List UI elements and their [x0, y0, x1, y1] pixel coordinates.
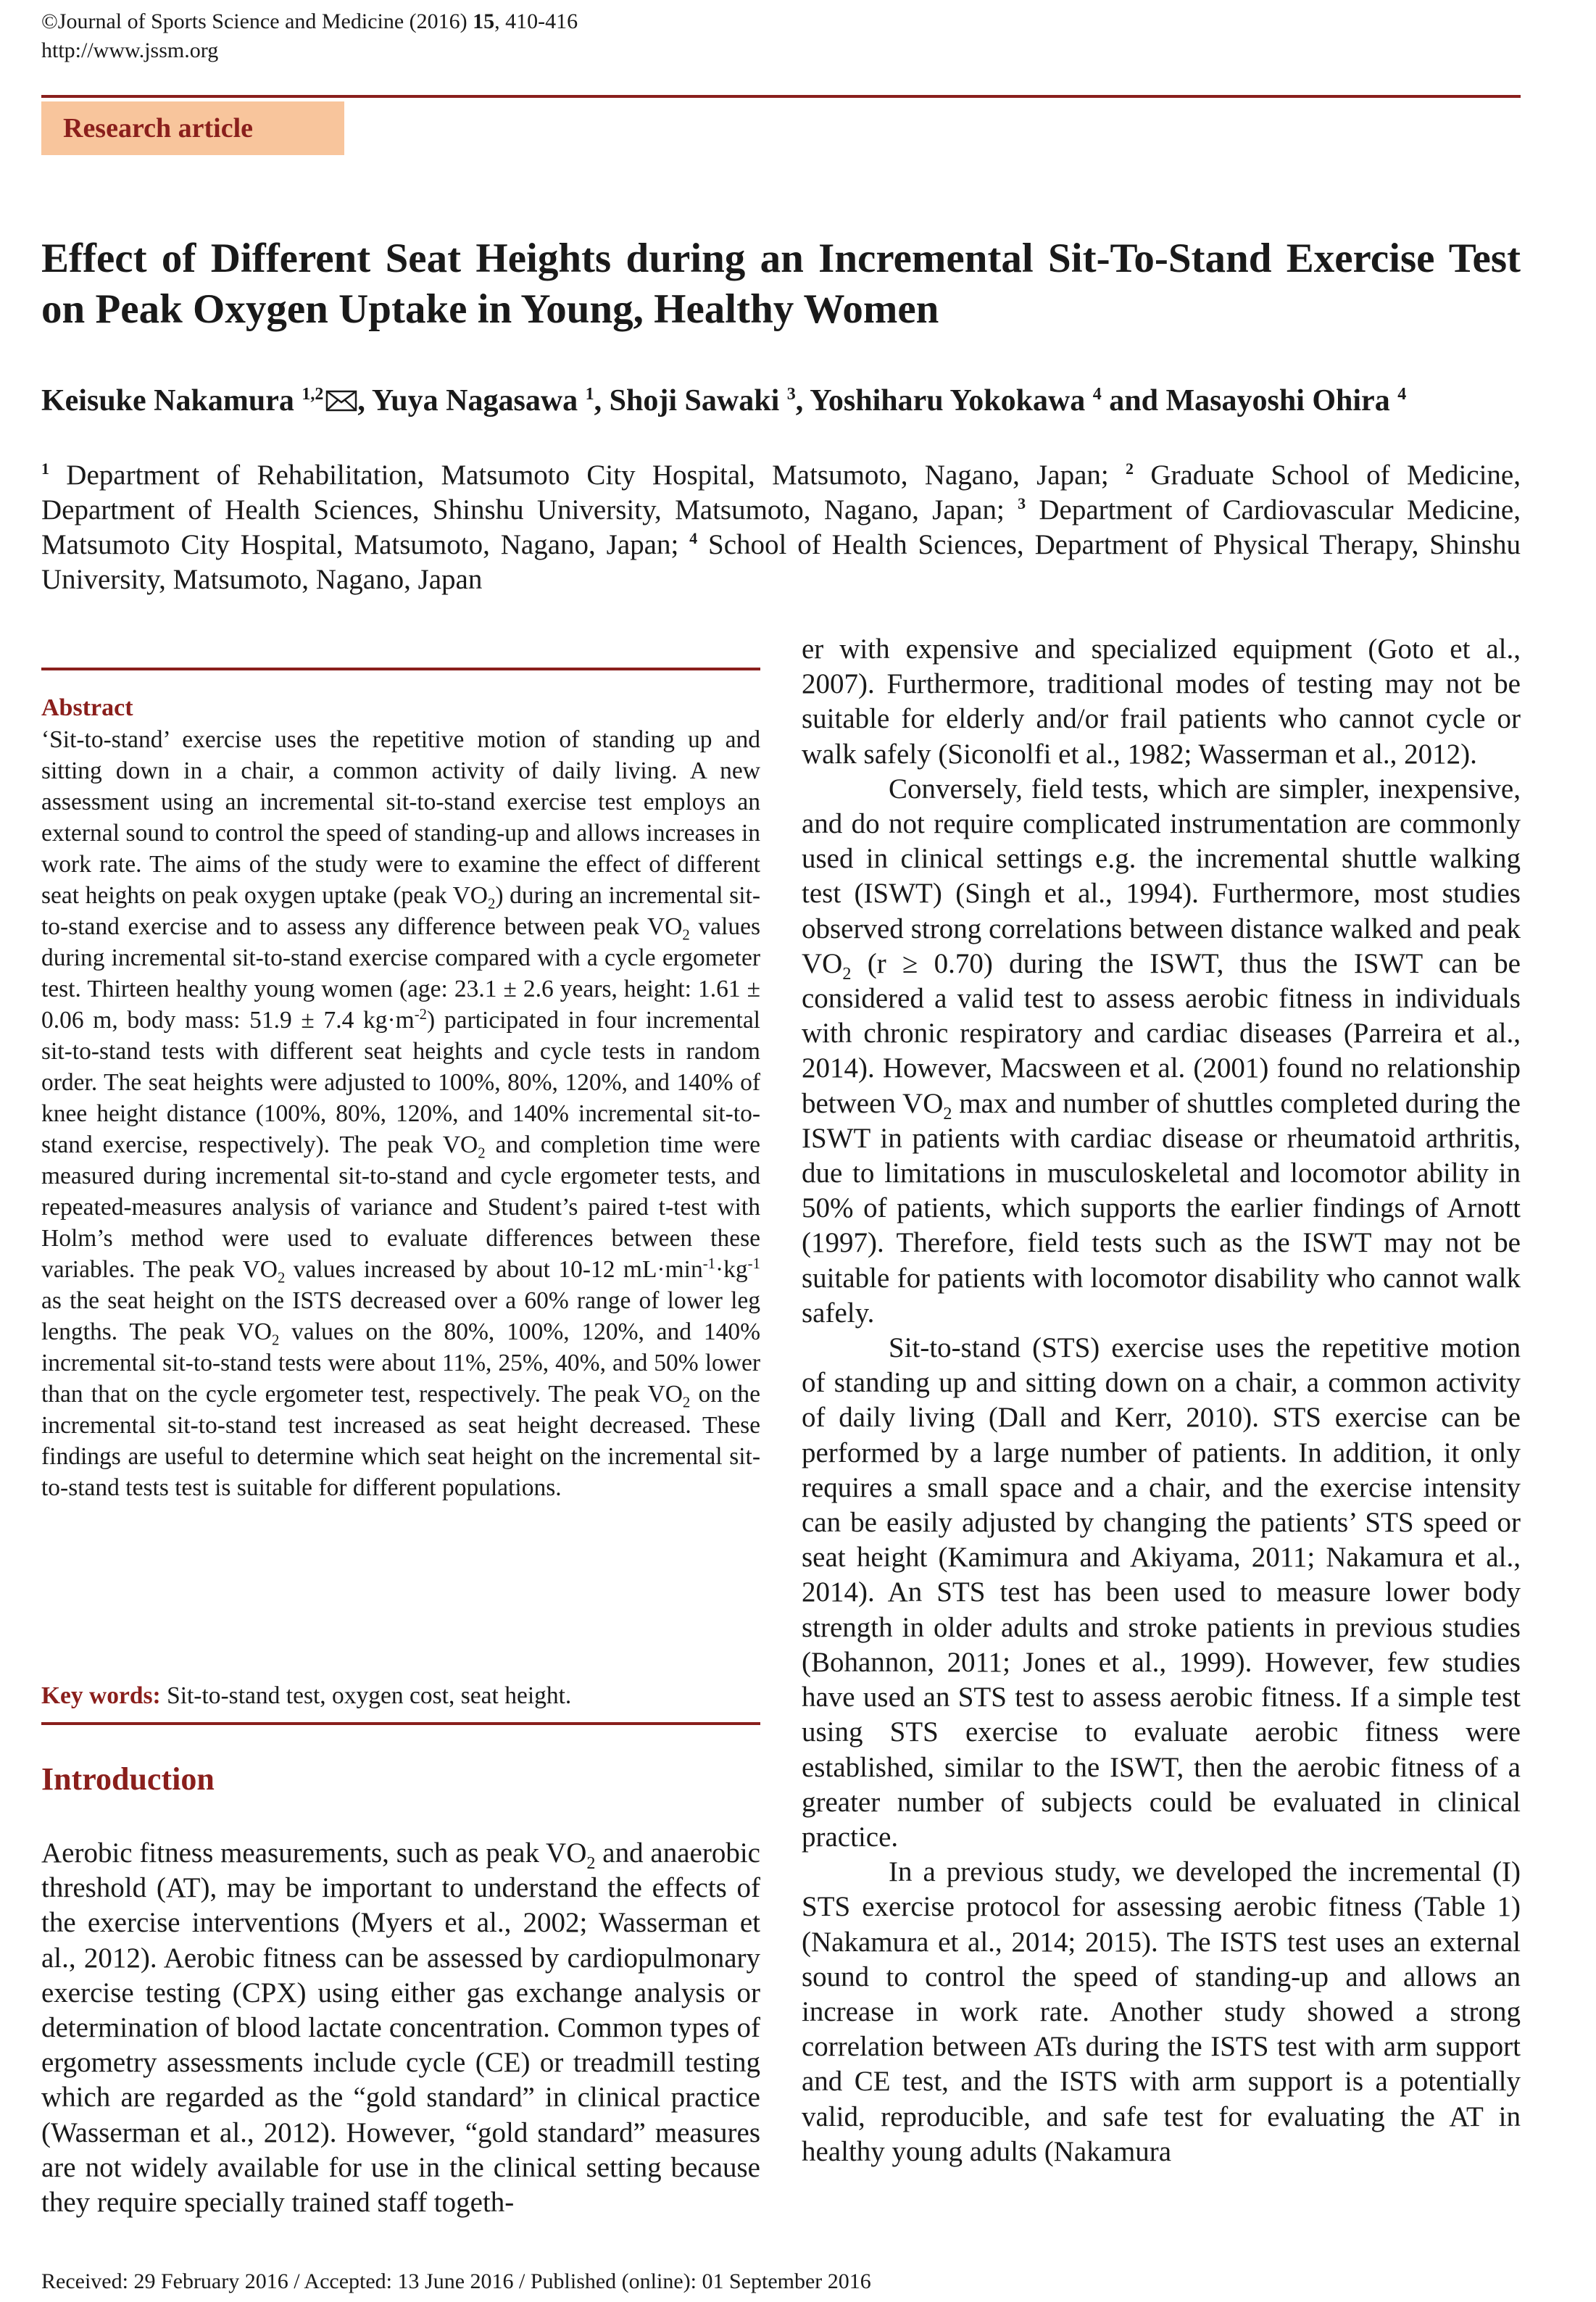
received-dates-footer: Received: 29 February 2016 / Accepted: 13 June 2016 / Published (online): 01 September 2016 [41, 2269, 871, 2293]
affiliation-text: Department of Cardiovascular Medicine, Matsumoto City Hospital, Matsumoto, Nagano, Japan; [41, 494, 1521, 560]
subscript: 2 [586, 1853, 596, 1873]
author-separator: , [594, 384, 610, 417]
keywords-label: Key words: [41, 1682, 161, 1709]
affiliation-text: School of Health Sciences, Department of Physical Therapy, Shinshu University, Matsumoto, Nagano, Japan [41, 529, 1521, 595]
author-sup: 1,2 [302, 385, 324, 404]
subscript: 2 [277, 1269, 286, 1287]
author-name: Shoji Sawaki [609, 384, 780, 417]
abstract-segment: values during incremental sit-to-stand exercise compared with a cycle ergometer test. Thirteen healthy young women (age: 23.1 ± 2.6 years, height: 1.61 ± 0.06 m, body mass: 51.9 ± 7.4 kg·m [41, 913, 760, 1034]
intro-segment: Aerobic fitness measurements, such as peak VO [41, 1837, 587, 1869]
affiliation-text: Department of Rehabilitation, Matsumoto City Hospital, Matsumoto, Nagano, Japan; [49, 460, 1126, 491]
author-sup: 4 [1092, 385, 1102, 404]
paragraph-segment: max and number of shuttles completed during the ISWT in patients with cardiac disease or rheumatoid arthritis, due to limitations in musculoskeletal and locomotor ability in 50% of patients, which supports the earlier findings of Arnott (1997). Therefore, field tests such as the ISWT may not be suitable for patients with locomotor disability who cannot walk safely. [802, 1087, 1521, 1329]
affiliation-number: 2 [1126, 460, 1134, 478]
paragraph: er with expensive and specialized equipment (Goto et al., 2007). Furthermore, traditional modes of testing may not be suitable for elderly and/or frail patients who cannot cycle or walk safely (Siconolfi et al., 1982; Wasserman et al., 2012). [802, 633, 1521, 770]
email-envelope-icon[interactable] [325, 390, 357, 412]
subscript: 2 [682, 926, 690, 944]
affiliation-number: 1 [41, 460, 49, 478]
journal-citation [41, 7, 578, 36]
subscript: 2 [842, 963, 852, 984]
paragraph [802, 772, 1521, 1331]
keywords [41, 1680, 760, 1711]
paragraph: In a previous study, we developed the incremental (I) STS exercise protocol for assessing aerobic fitness (Table 1) (Nakamura et al., 2014; 2015). The ISTS test uses an external sound to control the speed of standing-up and allows an increase in work rate. Another study showed a strong correlation between ATs during the ISTS test with arm support and CE test, and the ISTS with arm support is a potentially valid, reproducible, and safe test for evaluating the AT in healthy young adults (Nakamura [802, 1856, 1521, 2167]
subscript: 2 [682, 1394, 691, 1411]
article-type-badge: Research article [41, 101, 344, 155]
superscript: -1 [747, 1255, 760, 1272]
abstract-segment: ‘Sit-to-stand’ exercise uses the repetitive motion of standing up and sitting down in a chair, a common activity of daily living. A new assessment using an incremental sit-to-stand exercise test employs an external sound to control the speed of standing-up and allows increases in work rate. The aims of the study were to examine the effect of different seat heights on peak oxygen uptake (peak VO [41, 726, 760, 909]
superscript: -2 [414, 1005, 428, 1023]
author-list [41, 382, 1521, 420]
abstract-top-divider [41, 668, 760, 670]
author-name: Masayoshi Ohira [1165, 384, 1390, 417]
abstract-segment: ) during an incremental sit-to-stand exercise and to assess any difference between peak VO [41, 882, 760, 940]
abstract-heading: Abstract [41, 694, 133, 721]
abstract-segment: ·kg [715, 1256, 748, 1283]
affiliation-number: 3 [1018, 494, 1026, 512]
author-separator: , [795, 384, 810, 417]
subscript: 2 [943, 1103, 952, 1123]
abstract-segment: ) participated in four incremental sit-to-stand tests with different seat heights and cycle tests in random order. The seat heights were adjusted to 100%, 80%, 120%, and 140% of knee height distance (100%, 80%, 120%, and 140% incremental sit-to-stand exercise, respectively). The peak VO [41, 1007, 760, 1158]
abstract-segment: as the seat height on the ISTS decreased over a 60% range of lower leg lengths. The peak VO [41, 1287, 760, 1345]
right-column-text [802, 632, 1521, 2169]
introduction-heading: Introduction [41, 1761, 215, 1797]
subscript: 2 [271, 1331, 280, 1349]
author-sup: 4 [1397, 385, 1407, 404]
paragraph-segment: (r ≥ 0.70) during the ISWT, thus the ISWT can be considered a valid test to assess aerobic fitness in individuals with chronic respiratory and cardiac diseases (Parreira et al., 2014). However, Macsween et al. (2001) found no relationship between VO [802, 947, 1521, 1119]
author-separator: and [1101, 384, 1166, 417]
affiliation-text: Graduate School of Medicine, Department of Health Sciences, Shinshu University, Matsumoto, Nagano, Japan; [41, 460, 1521, 525]
affiliation-number: 4 [689, 529, 698, 547]
paper-title: Effect of Different Seat Heights during an Incremental Sit-To-Stand Exercise Test on Peak Oxygen Uptake in Young, Healthy Women [41, 236, 1521, 332]
introduction-text [41, 1836, 760, 2220]
abstract-text [41, 724, 760, 1503]
author-name: Yoshiharu Yokokawa [810, 384, 1086, 417]
abstract-bottom-divider [41, 1722, 760, 1725]
subscript: 2 [478, 1144, 486, 1162]
author-name: Keisuke Nakamura [41, 384, 294, 417]
intro-segment: and anaerobic threshold (AT), may be important to understand the effects of the exercise interventions (Myers et al., 2002; Wasserman et al., 2012). Aerobic fitness can be assessed by cardiopulmonary exercise testing (CPX) using either gas exchange analysis or determination of blood lactate concentration. Common types of ergometry assessments include cycle (CE) or treadmill testing which are regarded as the “gold standard” in clinical practice (Wasserman et al., 2012). However, “gold standard” measures are not widely available for use in the clinical setting because they require specially trained staff togeth- [41, 1837, 760, 2219]
abstract-segment: on the incremental sit-to-stand test increased as seat height decreased. These findings are useful to determine which seat height on the incremental sit-to-stand tests test is suitable for different populations. [41, 1381, 760, 1501]
author-separator: , [357, 384, 372, 417]
header-divider [41, 95, 1521, 98]
abstract-segment: values increased by about 10-12 mL·min [285, 1256, 703, 1283]
journal-pages: , 410-416 [494, 9, 578, 33]
abstract-segment: values on the 80%, 100%, 120%, and 140% incremental sit-to-stand tests were about 11%, 25%, 40%, and 50% lower than that on the cycle ergometer test, respectively. The peak VO [41, 1318, 760, 1408]
superscript: -1 [702, 1255, 716, 1272]
paragraph-segment: Conversely, field tests, which are simpler, inexpensive, and do not require complicated instrumentation are commonly used in clinical settings e.g. the incremental shuttle walking test (ISWT) (Singh et al., 1994). Furthermore, most studies observed strong correlations between distance walked and peak VO [802, 773, 1521, 979]
affiliations [41, 458, 1521, 597]
paragraph: Sit-to-stand (STS) exercise uses the repetitive motion of standing up and sitting down on a chair, a common activity of daily living (Dall and Kerr, 2010). STS exercise can be performed by a large number of patients. In addition, it only requires a small space and a chair, and the exercise intensity can be easily adjusted by changing the patients’ STS speed or seat height (Kamimura and Akiyama, 2011; Nakamura et al., 2014). An STS test has been used to measure lower body strength in older adults and stroke patients in previous studies (Bohannon, 2011; Jones et al., 1999). However, few studies have used an STS test to assess aerobic fitness. If a simple test using STS exercise to evaluate aerobic fitness were established, similar to the ISWT, then the aerobic fitness of a greater number of subjects could be evaluated in clinical practice. [802, 1332, 1521, 1853]
journal-name: ©Journal of Sports Science and Medicine (2016) [41, 9, 467, 33]
author-name: Yuya Nagasawa [371, 384, 578, 417]
subscript: 2 [487, 895, 496, 913]
journal-volume: 15 [473, 9, 495, 33]
author-sup: 3 [786, 385, 796, 404]
keywords-text: Sit-to-stand test, oxygen cost, seat height. [160, 1682, 572, 1709]
abstract-segment: and completion time were measured during incremental sit-to-stand and cycle ergometer tests, and repeated-measures analysis of variance and Student’s paired t-test with Holm’s method were used to evaluate differences between these variables. The peak VO [41, 1131, 760, 1283]
author-sup: 1 [585, 385, 594, 404]
journal-url[interactable]: http://www.jssm.org [41, 38, 219, 62]
